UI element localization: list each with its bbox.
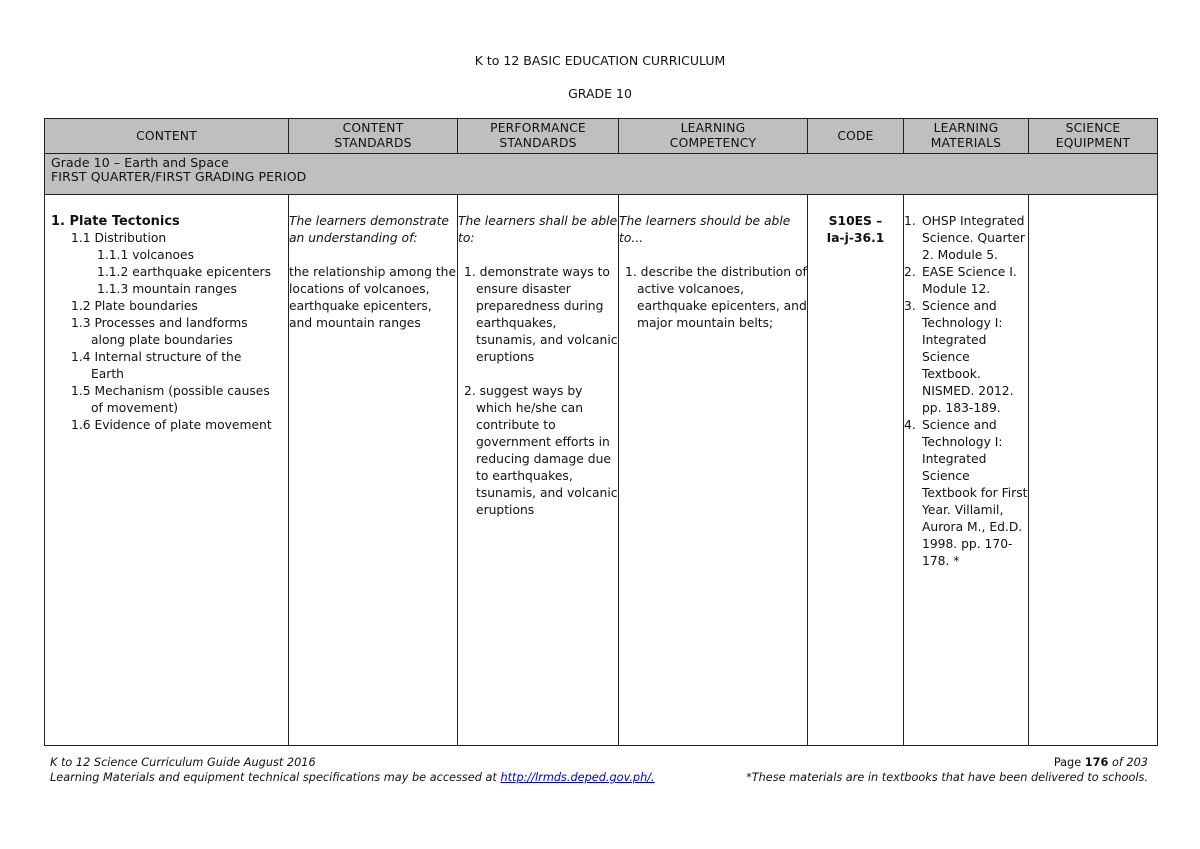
performance-standard-item: 2. suggest ways by which he/she can contribute to government efforts in reducing damage due to earthquakes, tsunamis, and volcanic eruptions xyxy=(464,384,618,517)
code-line: S10ES – xyxy=(828,214,883,228)
document-title: K to 12 BASIC EDUCATION CURRICULUM xyxy=(474,53,726,68)
content-item-cont: of movement) xyxy=(91,401,179,415)
header-row xyxy=(45,119,1158,154)
grade-title: GRADE 10 xyxy=(568,86,632,101)
content-subitem: 1.1.1 volcanoes xyxy=(97,248,195,262)
lrmds-link[interactable]: http://lrmds.deped.gov.ph/. xyxy=(500,771,655,784)
footer-left xyxy=(50,755,655,785)
band-quarter-label: FIRST QUARTER/FIRST GRADING PERIOD xyxy=(51,169,307,184)
science-equipment-cell xyxy=(1029,195,1158,746)
performance-standards-cell xyxy=(458,195,619,746)
code-line: Ia-j-36.1 xyxy=(826,231,885,245)
footer-materials-note: Learning Materials and equipment technical specifications may be accessed at http://lrmds.deped.gov.ph/. xyxy=(50,771,655,784)
col-header-learning-materials: LEARNING MATERIALS xyxy=(904,119,1029,154)
learning-material-item: 1. OHSP Integrated Science. Quarter 2. Module 5. xyxy=(904,214,1025,262)
page-number: Page 176 of 203 xyxy=(1053,756,1148,769)
learning-material-item: 2. EASE Science I. Module 12. xyxy=(904,265,1017,296)
learning-competency-cell xyxy=(619,195,808,746)
content-item-cont: along plate boundaries xyxy=(91,333,233,347)
content-row xyxy=(45,195,1158,746)
col-header-content: CONTENT xyxy=(45,119,289,154)
content-standards-cell xyxy=(289,195,458,746)
learning-competency-intro: The learners should be able to... xyxy=(619,214,791,245)
col-header-content-standards: CONTENT STANDARDS xyxy=(289,119,458,154)
content-cell xyxy=(45,195,289,746)
code-cell xyxy=(808,195,904,746)
band-grade-label: Grade 10 – Earth and Space xyxy=(51,155,229,170)
footer-guide-title: K to 12 Science Curriculum Guide August 2016 xyxy=(50,756,316,769)
content-subitem: 1.1.2 earthquake epicenters xyxy=(97,265,272,279)
col-header-code: CODE xyxy=(808,119,904,154)
footer-right xyxy=(746,755,1148,785)
learning-materials-cell xyxy=(904,195,1029,746)
content-item: 1.1 Distribution xyxy=(71,231,167,245)
content-standards-text: the relationship among the locations of volcanoes, earthquake epicenters, and mountain ranges xyxy=(289,265,457,330)
col-header-learning-competency: LEARNING COMPETENCY xyxy=(619,119,808,154)
performance-standard-item: 1. demonstrate ways to ensure disaster preparedness during earthquakes, tsunamis, and volcanic eruptions xyxy=(464,265,618,364)
quarter-band-row xyxy=(45,154,1158,195)
footer-textbook-note: *These materials are in textbooks that have been delivered to schools. xyxy=(746,771,1148,784)
content-subitem: 1.1.3 mountain ranges xyxy=(97,282,237,296)
learning-material-item: 4. Science and Technology I: Integrated Science Textbook for First Year. Villamil, Aurora M., Ed.D. 1998. pp. 170-178. * xyxy=(904,418,1028,568)
content-item: 1.5 Mechanism (possible causes xyxy=(71,384,270,398)
learning-material-item: 3. Science and Technology I: Integrated Science Textbook. NISMED. 2012. pp. 183-189. xyxy=(904,299,1014,415)
curriculum-table xyxy=(44,118,1158,746)
col-header-science-equipment: SCIENCE EQUIPMENT xyxy=(1029,119,1158,154)
content-item: 1.6 Evidence of plate movement xyxy=(71,418,272,432)
quarter-band xyxy=(45,154,1158,195)
content-standards-intro: The learners demonstrate an understanding of: xyxy=(289,214,449,245)
content-item: 1.4 Internal structure of the xyxy=(71,350,242,364)
topic-title: 1. Plate Tectonics xyxy=(51,214,180,229)
col-header-performance-standards: PERFORMANCE STANDARDS xyxy=(458,119,619,154)
content-item: 1.2 Plate boundaries xyxy=(71,299,198,313)
content-item-cont: Earth xyxy=(91,367,124,381)
learning-competency-item: 1. describe the distribution of active volcanoes, earthquake epicenters, and major mountain belts; xyxy=(625,265,807,330)
content-item: 1.3 Processes and landforms xyxy=(71,316,248,330)
performance-standards-intro: The learners shall be able to: xyxy=(458,214,618,245)
